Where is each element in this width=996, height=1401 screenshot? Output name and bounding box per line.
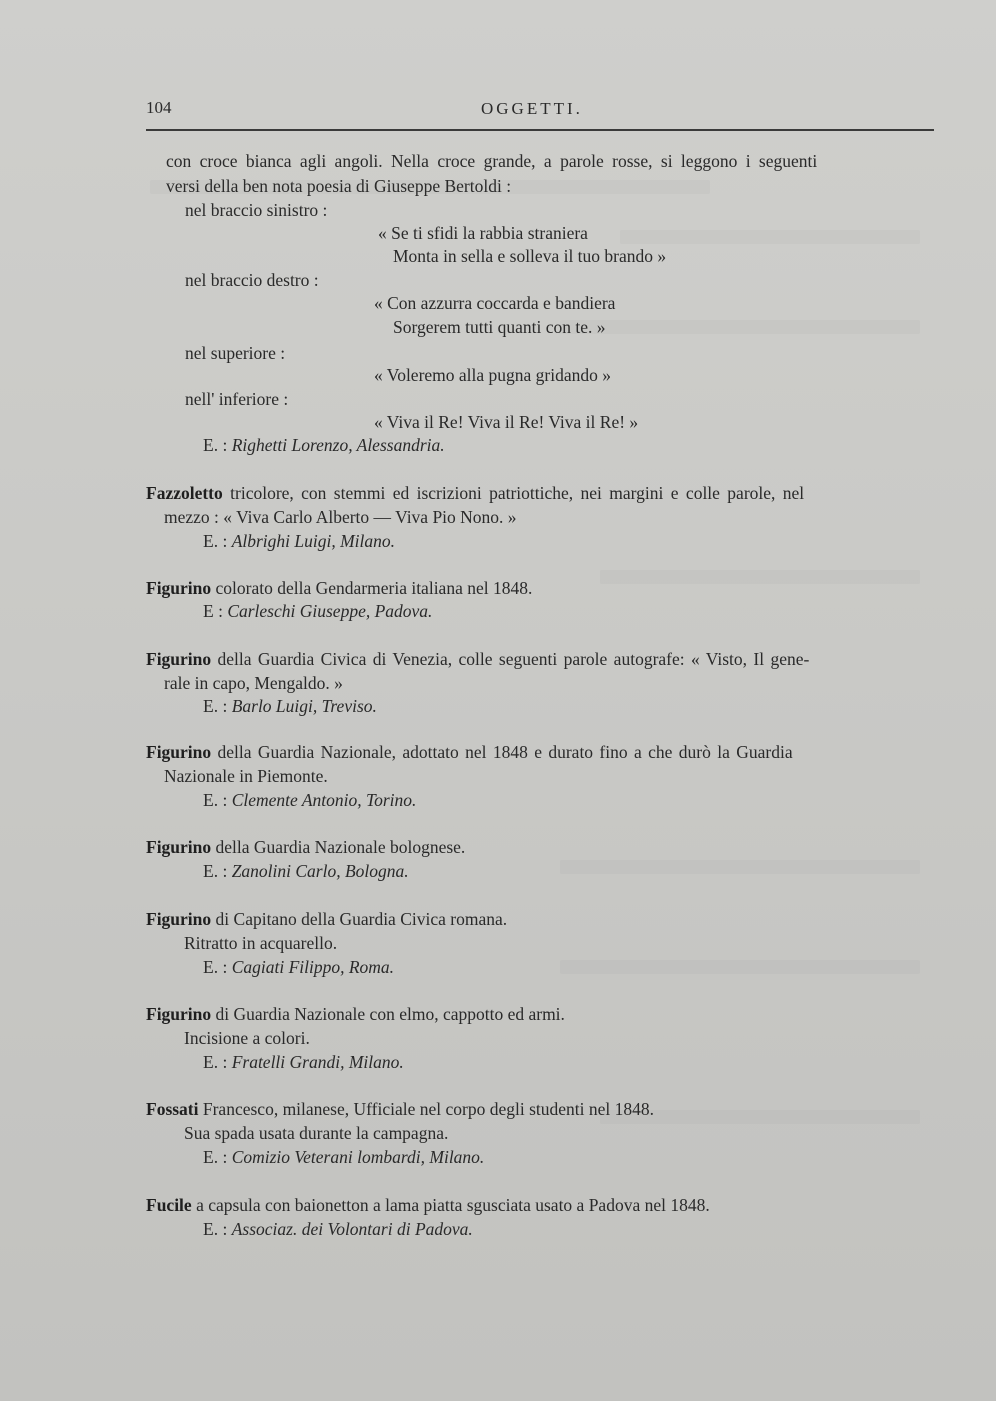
entry-figurino-capitano-line-1 — [146, 908, 507, 930]
exhibitor-name: Righetti Lorenzo, Alessandria. — [231, 435, 445, 455]
label-superiore: nel superiore : — [185, 343, 286, 363]
exhibitor-line — [203, 1218, 473, 1240]
exhibitor-line — [203, 860, 409, 882]
exhibitor-line — [203, 1146, 484, 1168]
verse-inferiore: « Viva il Re! Viva il Re! Viva il Re! » — [374, 412, 639, 432]
exhibitor-name: Carleschi Giuseppe, Padova. — [227, 601, 433, 621]
exhibitor-name: Associaz. dei Volontari di Padova. — [231, 1219, 473, 1239]
entry-text: Francesco, milanese, Ufficiale nel corpo degli studenti nel 1848. — [202, 1099, 655, 1119]
verse-destro-1: « Con azzurra coccarda e bandiera — [374, 293, 616, 313]
exhibitor-name: Clemente Antonio, Torino. — [231, 790, 417, 810]
entry-text: di Capitano della Guardia Civica romana. — [215, 909, 508, 929]
entry-figurino-gendarmeria-line-1 — [146, 577, 532, 599]
entry-fucile-line-1 — [146, 1194, 710, 1216]
entry-text: della Guardia Civica di Venezia, colle seguenti parole autografe: « Visto, Il gene- — [217, 649, 810, 669]
entry-text: a capsula con baionetton a lama piatta sgusciata usato a Padova nel 1848. — [196, 1195, 710, 1215]
entry-heading: Fazzoletto — [146, 483, 223, 503]
bleed-through-line — [560, 960, 920, 974]
label-inferiore: nell' inferiore : — [185, 389, 289, 409]
exhibitor-line — [203, 956, 394, 978]
entry-heading: Figurino — [146, 578, 212, 598]
verse-sinistro-1: « Se ti sfidi la rabbia straniera — [378, 223, 588, 243]
entry-heading: Figurino — [146, 837, 212, 857]
entry-figurino-piemonte-line-1 — [146, 741, 793, 763]
entry-figurino-bolognese-line-1 — [146, 836, 465, 858]
entry-figurino-piemonte-line-2: Nazionale in Piemonte. — [164, 766, 328, 786]
exhibitor-prefix: E. : — [203, 861, 228, 881]
entry-heading: Fossati — [146, 1099, 199, 1119]
entry-text: colorato della Gendarmeria italiana nel 1848. — [215, 578, 533, 598]
entry-fossati-line-2: Sua spada usata durante la campagna. — [184, 1123, 449, 1143]
exhibitor-prefix: E. : — [203, 696, 228, 716]
label-braccio-sinistro: nel braccio sinistro : — [185, 200, 328, 220]
exhibitor-prefix: E. : — [203, 790, 228, 810]
bleed-through-line — [620, 230, 920, 244]
intro-line-2: versi della ben nota poesia di Giuseppe Bertoldi : — [166, 176, 512, 196]
entry-heading: Fucile — [146, 1195, 192, 1215]
page-title: OGGETTI. — [481, 99, 583, 118]
page-number: 104 — [146, 98, 172, 117]
entry-text: di Guardia Nazionale con elmo, cappotto ed armi. — [215, 1004, 565, 1024]
entry-text: della Guardia Nazionale, adottato nel 1848 e durato fino a che durò la Guardia — [217, 742, 793, 762]
verse-superiore: « Voleremo alla pugna gridando » — [374, 365, 612, 385]
exhibitor-line — [203, 1051, 404, 1073]
exhibitor-name: Barlo Luigi, Treviso. — [231, 696, 377, 716]
exhibitor-prefix: E. : — [203, 435, 228, 455]
verse-destro-2: Sorgerem tutti quanti con te. » — [393, 317, 606, 337]
entry-fazzoletto-line-2: mezzo : « Viva Carlo Alberto — Viva Pio Nono. » — [164, 507, 517, 527]
bleed-through-line — [560, 860, 920, 874]
exhibitor-prefix: E. : — [203, 1147, 228, 1167]
entry-text: tricolore, con stemmi ed iscrizioni patriottiche, nei margini e colle parole, nel — [230, 483, 805, 503]
exhibitor-name: Cagiati Filippo, Roma. — [231, 957, 395, 977]
exhibitor-line — [203, 530, 395, 552]
exhibitor-line — [203, 789, 416, 811]
exhibitor-prefix: E : — [203, 601, 223, 621]
exhibitor-name: Fratelli Grandi, Milano. — [231, 1052, 404, 1072]
exhibitor-name: Comizio Veterani lombardi, Milano. — [231, 1147, 485, 1167]
exhibitor-prefix: E. : — [203, 957, 228, 977]
entry-figurino-capitano-line-2: Ritratto in acquarello. — [184, 933, 338, 953]
label-braccio-destro: nel braccio destro : — [185, 270, 319, 290]
exhibitor-prefix: E. : — [203, 531, 228, 551]
bleed-through-line — [560, 320, 920, 334]
header-rule — [146, 129, 934, 131]
entry-figurino-elmo-line-1 — [146, 1003, 565, 1025]
entry-figurino-venezia-line-2: rale in capo, Mengaldo. » — [164, 673, 343, 693]
entry-heading: Figurino — [146, 649, 212, 669]
intro-line-1: con croce bianca agli angoli. Nella croce grande, a parole rosse, si leggono i seguenti — [166, 151, 818, 171]
entry-text: della Guardia Nazionale bolognese. — [215, 837, 466, 857]
exhibitor-line — [203, 695, 377, 717]
entry-figurino-venezia-line-1 — [146, 648, 809, 670]
verse-sinistro-2: Monta in sella e solleva il tuo brando » — [393, 246, 667, 266]
entry-heading: Figurino — [146, 909, 212, 929]
entry-heading: Figurino — [146, 1004, 212, 1024]
entry-fossati-line-1 — [146, 1098, 654, 1120]
exhibitor-prefix: E. : — [203, 1052, 228, 1072]
exhibitor-line — [203, 434, 445, 456]
exhibitor-line — [203, 600, 432, 622]
exhibitor-prefix: E. : — [203, 1219, 228, 1239]
entry-fazzoletto-line-1 — [146, 482, 804, 504]
entry-figurino-elmo-line-2: Incisione a colori. — [184, 1028, 310, 1048]
entry-heading: Figurino — [146, 742, 212, 762]
bleed-through-line — [600, 570, 920, 584]
exhibitor-name: Albrighi Luigi, Milano. — [231, 531, 396, 551]
exhibitor-name: Zanolini Carlo, Bologna. — [231, 861, 409, 881]
